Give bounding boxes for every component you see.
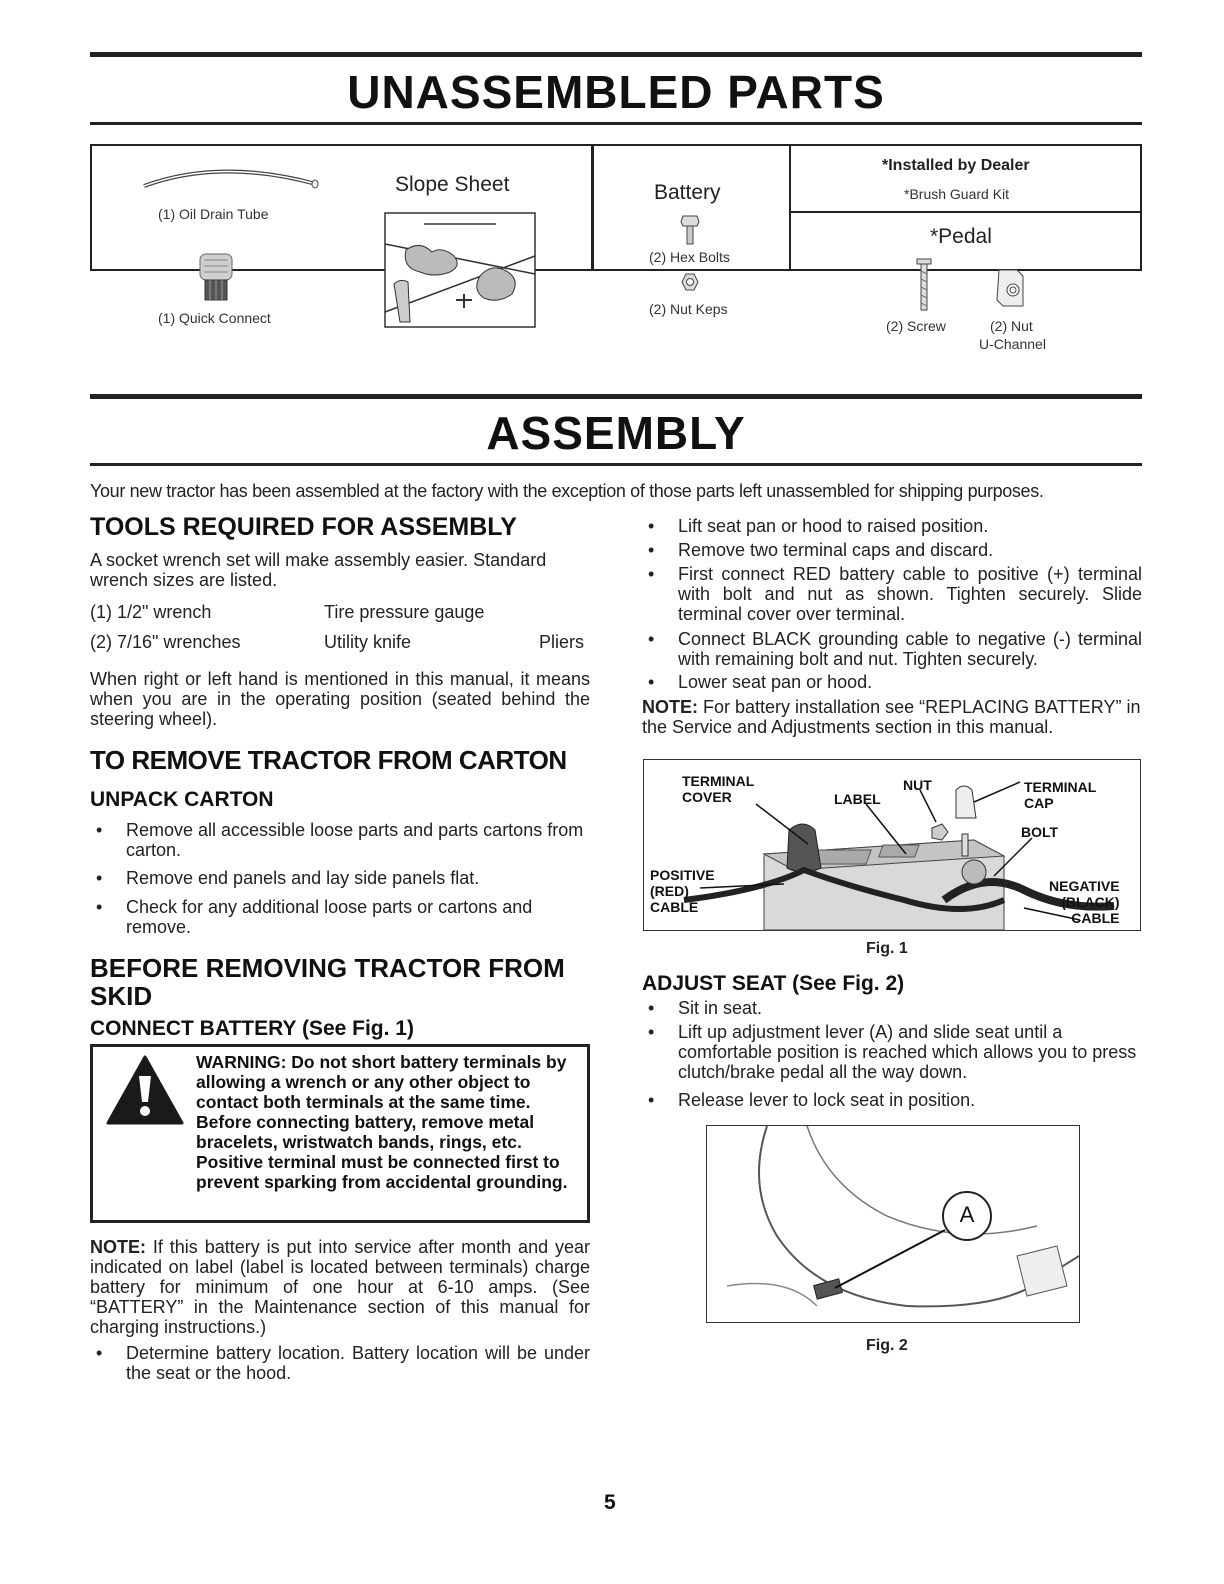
seat-bullet-3: • Release lever to lock seat in position.	[648, 1090, 976, 1110]
assembly-intro: Your new tractor has been assembled at the factory with the exception of those parts left unassembled for shipping purposes.	[90, 481, 1044, 501]
parts-divider-1	[591, 144, 594, 271]
parts-divider-2	[789, 144, 791, 271]
replacing-battery-note: NOTE: For battery installation see “REPLACING BATTERY” in the Service and Adjustments section in this manual.	[642, 697, 1141, 737]
battery-note: NOTE: If this battery is put into service after month and year indicated on label (label is located between terminals) charge battery for minimum of one hour at 6-10 amps. (See “BATTERY” in the Maintenance section of this manual for charging instructions.)	[90, 1237, 590, 1337]
fig2-caption: Fig. 2	[866, 1337, 908, 1354]
fig2-callout-a: A	[959, 1202, 975, 1227]
unpack-bullet-1: • Remove all accessible loose parts and parts cartons from carton.	[96, 820, 584, 860]
unpack-bullet-2: • Remove end panels and lay side panels flat.	[96, 868, 480, 888]
fig1-label: LABEL	[834, 791, 881, 807]
before-heading: BEFORE REMOVING TRACTOR FROM SKID	[90, 953, 565, 1011]
assembly-underline	[90, 463, 1142, 466]
quick-connect-illustration	[196, 252, 236, 304]
fig1-nut: NUT	[903, 777, 932, 793]
tool-row2-c: Pliers	[539, 632, 585, 652]
battery-location-bullet: • Determine battery location. Battery location will be under the seat or the hood.	[96, 1343, 590, 1383]
fig1-positive: POSITIVE (RED) CABLE	[650, 867, 715, 915]
u-channel-label: U-Channel	[979, 336, 1046, 352]
right-bullet-2: • Remove two terminal caps and discard.	[648, 540, 994, 560]
oil-drain-tube-label: (1) Oil Drain Tube	[158, 206, 269, 222]
installed-by-dealer: *Installed by Dealer	[882, 157, 1030, 174]
assembly-title: ASSEMBLY	[486, 407, 746, 459]
tool-row1-b: Tire pressure gauge	[324, 602, 485, 622]
fig1-caption: Fig. 1	[866, 940, 908, 957]
nut-keps-label: (2) Nut Keps	[649, 301, 728, 317]
fig1-terminal-cover: TERMINAL COVER	[682, 773, 755, 805]
hex-bolts-label: (2) Hex Bolts	[649, 249, 730, 265]
fig2-seat-illustration	[707, 1126, 1079, 1322]
u-channel-nut-icon	[993, 268, 1029, 310]
right-bullet-4: • Connect BLACK grounding cable to negative (-) terminal with remaining bolt and nut. Tighten securely.	[648, 629, 1142, 669]
fig1-terminal-cap: TERMINAL CAP	[1024, 779, 1097, 811]
tool-row2-a: (2) 7/16" wrenches	[90, 632, 241, 652]
right-bullet-1: • Lift seat pan or hood to raised position.	[648, 516, 989, 536]
quick-connect-label: (1) Quick Connect	[158, 310, 271, 326]
slope-sheet-label: Slope Sheet	[395, 173, 510, 196]
nut-label: (2) Nut	[990, 318, 1033, 334]
seat-bullet-2: • Lift up adjustment lever (A) and slide seat until a comfortable position is reached which allows you to press clutch/brake pedal all the way down.	[648, 1022, 1137, 1082]
pedal-label: *Pedal	[930, 225, 992, 248]
unpack-bullet-3: • Check for any additional loose parts or cartons and remove.	[96, 897, 533, 937]
remove-heading: TO REMOVE TRACTOR FROM CARTON	[90, 745, 567, 775]
tools-desc: A socket wrench set will make assembly easier. Standard wrench sizes are listed.	[90, 550, 547, 590]
warning-triangle-icon	[105, 1054, 185, 1126]
title-underline	[90, 122, 1142, 125]
top-rule	[90, 52, 1142, 57]
slope-sheet-illustration	[384, 212, 536, 328]
right-bullet-3: • First connect RED battery cable to positive (+) terminal with bolt and nut as shown. Tighten securely. Slide terminal cover over terminal.	[648, 564, 1142, 624]
connect-battery-heading: CONNECT BATTERY (See Fig. 1)	[90, 1017, 414, 1040]
brush-guard-kit: *Brush Guard Kit	[904, 186, 1010, 202]
dealer-divider	[790, 211, 1142, 213]
screw-icon	[914, 257, 934, 313]
tool-row1-a: (1) 1/2" wrench	[90, 602, 212, 622]
unassembled-title: UNASSEMBLED PARTS	[347, 66, 885, 118]
seat-bullet-1: • Sit in seat.	[648, 998, 763, 1018]
battery-label: Battery	[654, 181, 721, 204]
warning-text: WARNING: Do not short battery terminals by allowing a wrench or any other object to contact both terminals at the same time. Before connecting battery, remove metal bracelets, wristwatch bands, rings, etc. Positive terminal must be connected first to prevent sparking from accidental grounding.	[196, 1052, 568, 1192]
assembly-top-rule	[90, 394, 1142, 399]
hand-note: When right or left hand is mentioned in this manual, it means when you are in the operating position (seated behind the steering wheel).	[90, 669, 590, 729]
fig1-negative: NEGATIVE (BLACK) CABLE	[1049, 878, 1120, 926]
tools-heading: TOOLS REQUIRED FOR ASSEMBLY	[90, 513, 517, 541]
tool-row2-b: Utility knife	[324, 632, 412, 652]
screw-label: (2) Screw	[886, 318, 946, 334]
hex-bolt-icon	[680, 214, 700, 246]
right-bullet-5: • Lower seat pan or hood.	[648, 672, 873, 692]
nut-keps-icon	[681, 273, 699, 291]
fig1-bolt: BOLT	[1021, 824, 1059, 840]
page-number: 5	[604, 1491, 616, 1514]
adjust-seat-heading: ADJUST SEAT (See Fig. 2)	[642, 972, 905, 995]
oil-drain-tube-illustration	[140, 164, 320, 194]
unpack-heading: UNPACK CARTON	[90, 788, 274, 811]
